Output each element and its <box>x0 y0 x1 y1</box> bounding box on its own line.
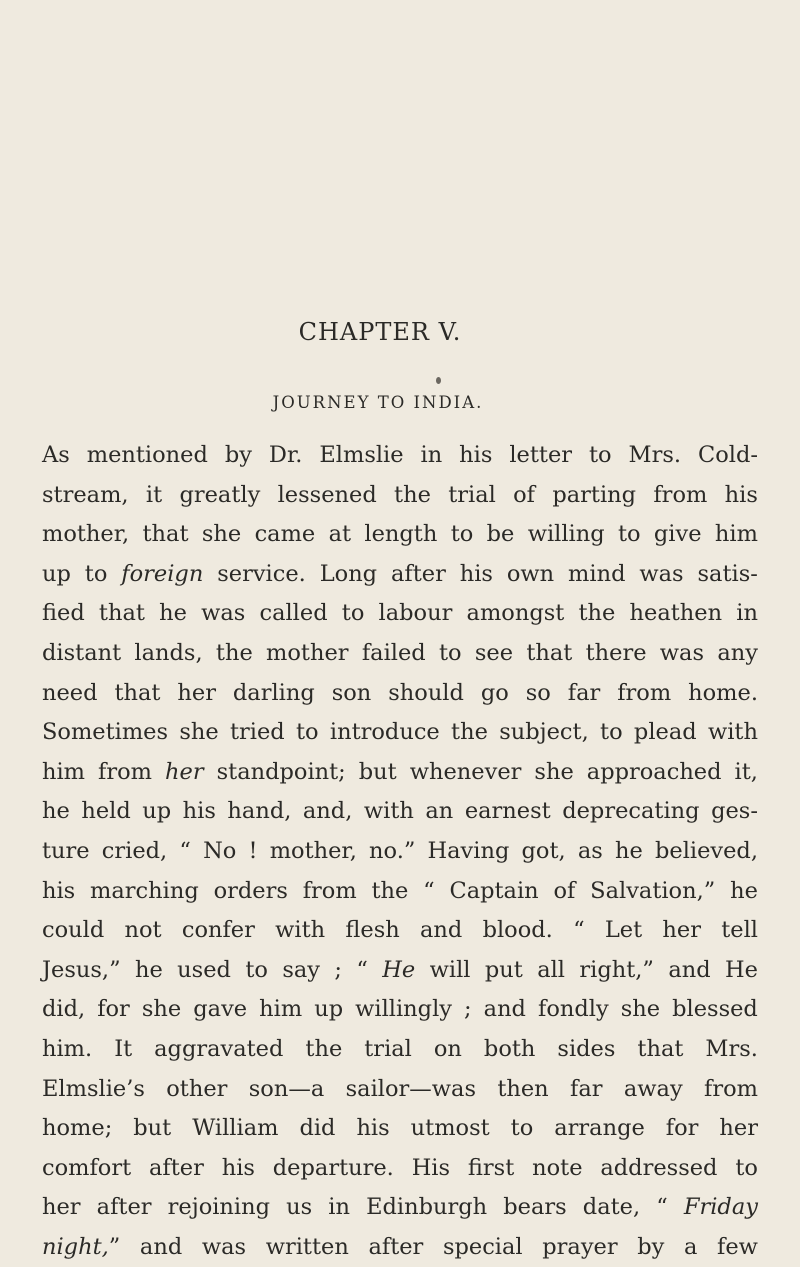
text-line <box>42 911 758 951</box>
word: “ <box>656 1194 668 1221</box>
word: fied <box>42 600 85 627</box>
text-line <box>42 753 758 793</box>
word: his <box>459 560 493 587</box>
word: amongst <box>466 600 565 627</box>
word: to <box>296 719 319 746</box>
word: her <box>42 1194 81 1221</box>
word: approached <box>586 758 722 785</box>
text-line <box>42 951 758 991</box>
text-line <box>42 1188 758 1228</box>
text-line <box>42 674 758 714</box>
word: Friday <box>683 1194 758 1221</box>
word: his <box>356 1115 390 1142</box>
word: her <box>662 917 701 944</box>
word: ges- <box>711 798 758 825</box>
word: distant <box>42 639 122 666</box>
word: his <box>459 442 493 468</box>
text-line <box>42 872 758 912</box>
word: up <box>142 798 172 825</box>
text-line <box>42 713 758 753</box>
word: Dr. <box>268 442 303 468</box>
word: her <box>165 758 204 785</box>
word: believed, <box>654 837 758 864</box>
word: as <box>577 837 603 864</box>
word: sailor—was <box>345 1075 476 1102</box>
word: for <box>665 1115 699 1142</box>
word: bears <box>503 1194 567 1221</box>
word: away <box>623 1075 683 1102</box>
word: special <box>442 1233 523 1260</box>
word: Jesus,” <box>42 956 121 983</box>
word: tried <box>230 719 285 746</box>
word: by <box>224 442 252 468</box>
word: foreign <box>121 560 204 587</box>
word: and <box>483 996 526 1023</box>
ornament-dot <box>436 377 441 384</box>
word: cried, <box>101 837 168 864</box>
word: see <box>474 639 514 666</box>
word: but <box>133 1115 172 1142</box>
word: gave <box>193 996 248 1023</box>
word: mother, <box>42 521 130 548</box>
word: mother, <box>269 837 357 864</box>
word: to <box>341 600 365 627</box>
word: the <box>371 877 409 904</box>
word: confer <box>181 917 255 944</box>
word: came <box>254 521 316 548</box>
word: utmost <box>410 1115 490 1142</box>
word: stream, <box>42 481 129 508</box>
word: in <box>736 600 758 627</box>
word: it, <box>734 758 758 785</box>
word: was <box>201 600 246 627</box>
word: whenever <box>409 758 522 785</box>
word: to <box>438 639 462 666</box>
word: mother <box>266 639 349 666</box>
word: other <box>166 1075 228 1102</box>
word: he <box>134 956 163 983</box>
word: departure. <box>272 1154 394 1181</box>
word: to <box>450 521 474 548</box>
word: him. <box>42 1035 93 1062</box>
word: to <box>735 1154 758 1181</box>
word: orders <box>213 877 288 904</box>
word: that <box>142 521 189 548</box>
word: she <box>141 996 182 1023</box>
word: after <box>96 1194 152 1221</box>
word: then <box>497 1075 549 1102</box>
text-line <box>42 1070 758 1110</box>
word: in <box>328 1194 350 1221</box>
word: at <box>328 521 352 548</box>
word: letter <box>509 442 573 468</box>
word: few <box>717 1233 758 1260</box>
word: Mrs. <box>628 442 682 468</box>
word: after <box>368 1233 424 1260</box>
word: Edinburgh <box>366 1194 488 1221</box>
word: her <box>177 679 216 706</box>
text-line <box>42 1109 758 1149</box>
word: a <box>683 1233 698 1260</box>
word: ; <box>464 996 472 1023</box>
word: there <box>585 639 647 666</box>
word: say <box>282 956 320 983</box>
word: that <box>114 679 161 706</box>
word: from <box>98 758 153 785</box>
word: Sometimes <box>42 719 169 746</box>
word: length <box>364 521 438 548</box>
word: flesh <box>345 917 400 944</box>
word: his <box>221 1154 255 1181</box>
word: an <box>425 798 454 825</box>
word: deprecating <box>562 798 700 825</box>
word: the <box>305 1035 343 1062</box>
word: she <box>179 719 219 746</box>
word: “ <box>423 877 435 904</box>
word: any <box>717 639 758 666</box>
word: him <box>259 996 303 1023</box>
word: used <box>177 956 231 983</box>
word: she <box>534 758 574 785</box>
word: his <box>724 481 758 508</box>
word: held <box>81 798 131 825</box>
word: and, <box>302 798 353 825</box>
word: that <box>98 600 145 627</box>
word: standpoint; <box>216 758 346 785</box>
word: was <box>201 1233 247 1260</box>
text-line <box>42 555 758 595</box>
word: should <box>388 679 464 706</box>
word: with <box>363 798 414 825</box>
word: was <box>639 560 684 587</box>
word: that <box>637 1035 684 1062</box>
text-line <box>42 476 758 516</box>
word: was <box>659 639 705 666</box>
word: mentioned <box>86 442 208 468</box>
word: of <box>553 877 576 904</box>
word: to <box>84 560 108 587</box>
word: home. <box>688 679 758 706</box>
word: date, <box>582 1194 641 1221</box>
word: No <box>203 837 237 864</box>
word: blessed <box>672 996 758 1023</box>
word: will <box>429 956 471 983</box>
body-paragraph <box>42 436 758 1267</box>
word: “ <box>573 917 585 944</box>
word: and <box>420 917 463 944</box>
word: from <box>302 877 357 904</box>
word: own <box>506 560 555 587</box>
word: from <box>653 481 708 508</box>
word: hand, <box>227 798 292 825</box>
word: tell <box>721 917 758 944</box>
word: so <box>525 679 551 706</box>
text-line <box>42 515 758 555</box>
word: arrange <box>554 1115 645 1142</box>
word: could <box>42 917 105 944</box>
text-line <box>42 1228 758 1267</box>
word: “ <box>179 837 191 864</box>
word: not <box>124 917 162 944</box>
word: Elmslie’s <box>42 1075 145 1102</box>
word: she <box>201 521 242 548</box>
word: to <box>588 442 612 468</box>
chapter-subtitle: JOURNEY TO INDIA. <box>272 393 484 412</box>
word: marching <box>90 877 199 904</box>
word: all <box>537 956 565 983</box>
word: prayer <box>542 1233 618 1260</box>
word: addressed <box>600 1154 718 1181</box>
word: with <box>707 719 758 746</box>
word: the <box>451 719 488 746</box>
word: Cold- <box>697 442 758 468</box>
word: her <box>719 1115 758 1142</box>
word: on <box>433 1035 462 1062</box>
word: As <box>42 442 70 468</box>
text-line <box>42 1030 758 1070</box>
word: to <box>245 956 268 983</box>
word: fondly <box>538 996 609 1023</box>
word: and <box>139 1233 183 1260</box>
word: subject, <box>499 719 589 746</box>
word: the <box>578 600 616 627</box>
word: earnest <box>464 798 551 825</box>
word: go <box>480 679 509 706</box>
word: Long <box>319 560 378 587</box>
text-line <box>42 634 758 674</box>
word: be <box>486 521 515 548</box>
word: greatly <box>179 481 261 508</box>
word: right,” <box>579 956 654 983</box>
word: his <box>42 877 76 904</box>
word: did, <box>42 996 86 1023</box>
word: his <box>182 798 216 825</box>
word: called <box>259 600 328 627</box>
word: that <box>526 639 573 666</box>
word: blood. <box>482 917 553 944</box>
word: heathen <box>629 600 723 627</box>
word: to <box>617 521 641 548</box>
word: son—a <box>248 1075 325 1102</box>
word: His <box>411 1154 451 1181</box>
word: far <box>567 679 601 706</box>
word: lands, <box>134 639 203 666</box>
word: after <box>390 560 446 587</box>
word: “ <box>356 956 368 983</box>
word: for <box>97 996 130 1023</box>
word: he <box>615 837 643 864</box>
word: night,” <box>42 1233 121 1260</box>
word: satis- <box>697 560 758 587</box>
word: It <box>114 1035 133 1062</box>
word: lessened <box>277 481 377 508</box>
word: trial <box>448 481 496 508</box>
word: give <box>653 521 702 548</box>
word: the <box>215 639 253 666</box>
word: He <box>382 956 416 983</box>
word: he <box>159 600 187 627</box>
word: need <box>42 679 98 706</box>
word: she <box>620 996 661 1023</box>
word: ; <box>334 956 342 983</box>
word: ! <box>248 837 258 864</box>
word: rejoining <box>167 1194 271 1221</box>
word: Let <box>604 917 643 944</box>
word: Having <box>427 837 510 864</box>
word: to <box>600 719 623 746</box>
text-line <box>42 1149 758 1189</box>
word: him <box>42 758 86 785</box>
word: it <box>145 481 163 508</box>
word: willingly <box>355 996 452 1023</box>
word: from <box>704 1075 758 1102</box>
word: note <box>532 1154 583 1181</box>
word: up <box>42 560 71 587</box>
word: by <box>637 1233 665 1260</box>
word: labour <box>378 600 453 627</box>
word: sides <box>557 1035 616 1062</box>
word: ture <box>42 837 90 864</box>
word: after <box>149 1154 204 1181</box>
word: got, <box>521 837 566 864</box>
word: he <box>730 877 758 904</box>
word: comfort <box>42 1154 132 1181</box>
word: willing <box>527 521 605 548</box>
word: service. <box>217 560 306 587</box>
word: darling <box>232 679 315 706</box>
word: aggravated <box>154 1035 284 1062</box>
word: Salvation,” <box>590 877 716 904</box>
text-line <box>42 594 758 634</box>
word: did <box>299 1115 336 1142</box>
word: home; <box>42 1115 113 1142</box>
word: Elmslie <box>319 442 404 468</box>
word: no.” <box>369 837 416 864</box>
word: both <box>483 1035 536 1062</box>
word: from <box>617 679 672 706</box>
text-line <box>42 436 758 476</box>
word: trial <box>364 1035 412 1062</box>
word: to <box>510 1115 534 1142</box>
word: William <box>192 1115 279 1142</box>
text-line <box>42 792 758 832</box>
word: with <box>275 917 326 944</box>
word: up <box>314 996 344 1023</box>
word: him <box>714 521 758 548</box>
word: introduce <box>329 719 440 746</box>
word: he <box>42 798 70 825</box>
word: written <box>265 1233 349 1260</box>
word: put <box>484 956 523 983</box>
word: far <box>570 1075 603 1102</box>
word: in <box>420 442 443 468</box>
word: son <box>331 679 372 706</box>
word: but <box>358 758 397 785</box>
text-line <box>42 832 758 872</box>
word: us <box>286 1194 313 1221</box>
text-line <box>42 990 758 1030</box>
word: the <box>394 481 431 508</box>
word: Captain <box>449 877 539 904</box>
word: Mrs. <box>705 1035 758 1062</box>
word: mind <box>568 560 626 587</box>
word: of <box>513 481 536 508</box>
word: plead <box>633 719 697 746</box>
word: parting <box>552 481 637 508</box>
chapter-title: CHAPTER V. <box>298 318 462 346</box>
word: first <box>467 1154 515 1181</box>
word: He <box>725 956 758 983</box>
word: and <box>668 956 711 983</box>
word: failed <box>361 639 426 666</box>
